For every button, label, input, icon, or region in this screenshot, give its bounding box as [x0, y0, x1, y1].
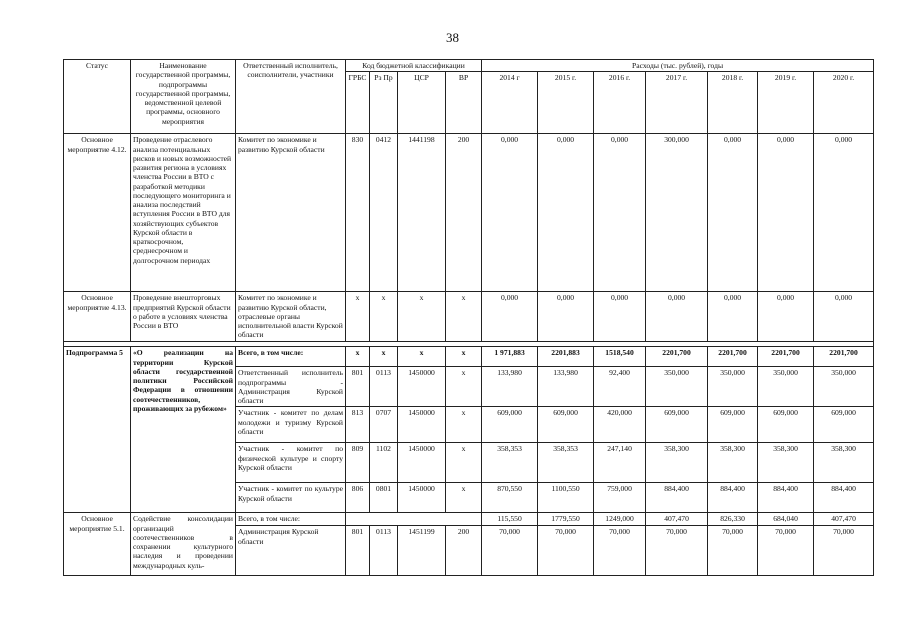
cell-value: 350,000 — [758, 367, 814, 407]
cell-value: 0,000 — [538, 134, 594, 292]
header-csr: ЦСР — [398, 72, 446, 134]
cell-value: 870,550 — [482, 483, 538, 513]
row-name: «О реализации на территории Курской области государственной политики Российской Федерации в отношении соотечественников, проживающих за рубежом» — [131, 347, 236, 513]
row-status: Подпрограмма 5 — [64, 347, 131, 513]
cell-value: 884,400 — [758, 483, 814, 513]
cell-value: 2201,700 — [646, 347, 708, 367]
cell-value: 609,000 — [758, 407, 814, 443]
header-budget-code: Код бюджетной классификации — [346, 60, 482, 72]
cell-value: 133,980 — [482, 367, 538, 407]
cell-value: 300,000 — [646, 134, 708, 292]
cell-value: 0,000 — [814, 292, 874, 342]
cell-value: 70,000 — [758, 526, 814, 576]
cell-value: 2201,883 — [538, 347, 594, 367]
row-responsible: Участник - комитет по культуре Курской области — [236, 483, 346, 513]
cell-value: 759,000 — [594, 483, 646, 513]
cell-value: 70,000 — [814, 526, 874, 576]
cell-value: 609,000 — [482, 407, 538, 443]
table-row — [64, 292, 874, 342]
row-name: Проведение отраслевого анализа потенциальных рисков и новых возможностей развития региона в условиях членства России в ВТО с разработкой методики последующего мониторинга и анализа последствий вступления России в ВТО для хозяйствующих субъектов Курской области в краткосрочном, среднесрочном и долгосрочном периодах — [131, 134, 236, 292]
cell-value: 70,000 — [482, 526, 538, 576]
cell-value: 133,980 — [538, 367, 594, 407]
cell-vr: х — [446, 367, 482, 407]
cell-value: 1 971,883 — [482, 347, 538, 367]
cell-grbs: 806 — [346, 483, 370, 513]
cell-value: 0,000 — [482, 134, 538, 292]
cell-value: 420,000 — [594, 407, 646, 443]
row-name: Содействие консолидации организаций соотечественников в сохранении культурного наследия и проведении международных куль- — [131, 513, 236, 576]
row-name: Проведение внешторговых предприятий Курской области о работе в условиях членства России в ВТО — [131, 292, 236, 342]
cell-value: 884,400 — [708, 483, 758, 513]
cell-value: 1779,550 — [538, 513, 594, 526]
cell-value: 70,000 — [594, 526, 646, 576]
header-rzpr: Рз Пр — [370, 72, 398, 134]
cell-value: 684,040 — [758, 513, 814, 526]
cell-value: 2201,700 — [814, 347, 874, 367]
cell-value: 358,300 — [814, 443, 874, 483]
cell-grbs: 809 — [346, 443, 370, 483]
cell-csr: х — [398, 292, 446, 342]
cell-value: 92,400 — [594, 367, 646, 407]
cell-value: 884,400 — [814, 483, 874, 513]
cell-value: 70,000 — [538, 526, 594, 576]
header-year: 2015 г. — [538, 72, 594, 134]
cell-grbs: 801 — [346, 367, 370, 407]
cell-value: 350,000 — [646, 367, 708, 407]
cell-rzpr: х — [370, 347, 398, 367]
table-row — [64, 513, 874, 526]
cell-csr: 1450000 — [398, 443, 446, 483]
header-vr: ВР — [446, 72, 482, 134]
header-status: Статус — [64, 60, 131, 134]
header-year: 2016 г. — [594, 72, 646, 134]
cell-csr: 1451199 — [398, 526, 446, 576]
cell-grbs: х — [346, 292, 370, 342]
cell-value: 247,140 — [594, 443, 646, 483]
cell-rzpr: 1102 — [370, 443, 398, 483]
cell-grbs: х — [346, 347, 370, 367]
cell-value: 407,470 — [646, 513, 708, 526]
cell-value: 358,300 — [646, 443, 708, 483]
cell-value: 0,000 — [708, 134, 758, 292]
cell-value: 609,000 — [814, 407, 874, 443]
cell-rzpr: х — [370, 292, 398, 342]
cell-value: 884,400 — [646, 483, 708, 513]
cell-csr: 1450000 — [398, 483, 446, 513]
cell-vr: х — [446, 483, 482, 513]
table-row — [64, 347, 874, 367]
cell-value: 358,353 — [482, 443, 538, 483]
row-responsible: Комитет по экономике и развитию Курской области — [236, 134, 346, 292]
row-responsible: Всего, в том числе: — [236, 347, 346, 367]
row-status: Основное мероприятие 5.1. — [64, 513, 131, 576]
cell-grbs: 801 — [346, 526, 370, 576]
cell-grbs: 813 — [346, 407, 370, 443]
cell-value: 358,300 — [758, 443, 814, 483]
cell-vr: х — [446, 292, 482, 342]
cell-value: 1100,550 — [538, 483, 594, 513]
cell-csr: 1450000 — [398, 407, 446, 443]
header-responsible: Ответственный исполнитель, соисполнители, участники — [236, 60, 346, 134]
cell-vr: х — [446, 347, 482, 367]
cell-value: 1249,000 — [594, 513, 646, 526]
cell-rzpr: 0113 — [370, 526, 398, 576]
cell-value: 0,000 — [708, 292, 758, 342]
row-responsible: Всего, в том числе: — [236, 513, 346, 526]
cell-empty-codes — [346, 513, 482, 526]
cell-rzpr: 0801 — [370, 483, 398, 513]
cell-vr: х — [446, 407, 482, 443]
budget-table — [63, 59, 874, 576]
cell-vr: 200 — [446, 526, 482, 576]
header-year: 2020 г. — [814, 72, 874, 134]
cell-csr: 1441198 — [398, 134, 446, 292]
cell-value: 407,470 — [814, 513, 874, 526]
cell-value: 0,000 — [594, 292, 646, 342]
row-responsible: Комитет по экономике и развитию Курской области, отраслевые органы исполнительной власти Курской области — [236, 292, 346, 342]
cell-vr: х — [446, 443, 482, 483]
cell-rzpr: 0113 — [370, 367, 398, 407]
cell-value: 70,000 — [708, 526, 758, 576]
header-year: 2014 г — [482, 72, 538, 134]
cell-value: 609,000 — [708, 407, 758, 443]
cell-value: 826,330 — [708, 513, 758, 526]
cell-value: 0,000 — [646, 292, 708, 342]
header-grbs: ГРБС — [346, 72, 370, 134]
cell-value: 0,000 — [758, 292, 814, 342]
cell-value: 0,000 — [594, 134, 646, 292]
cell-rzpr: 0707 — [370, 407, 398, 443]
cell-value: 70,000 — [646, 526, 708, 576]
cell-csr: х — [398, 347, 446, 367]
row-responsible: Участник - комитет по физической культуре и спорту Курской области — [236, 443, 346, 483]
cell-grbs: 830 — [346, 134, 370, 292]
cell-value: 358,300 — [708, 443, 758, 483]
cell-value: 2201,700 — [708, 347, 758, 367]
cell-csr: 1450000 — [398, 367, 446, 407]
cell-vr: 200 — [446, 134, 482, 292]
header-year: 2019 г. — [758, 72, 814, 134]
cell-value: 609,000 — [646, 407, 708, 443]
row-status: Основное мероприятие 4.12. — [64, 134, 131, 292]
cell-rzpr: 0412 — [370, 134, 398, 292]
cell-value: 1518,540 — [594, 347, 646, 367]
header-year: 2018 г. — [708, 72, 758, 134]
row-responsible: Администрация Курской области — [236, 526, 346, 576]
cell-value: 0,000 — [814, 134, 874, 292]
table-row — [64, 134, 874, 292]
cell-value: 115,550 — [482, 513, 538, 526]
row-status: Основное мероприятие 4.13. — [64, 292, 131, 342]
header-row-1 — [64, 60, 874, 72]
cell-value: 350,000 — [814, 367, 874, 407]
row-responsible: Ответственный исполнитель подпрограммы - Администрация Курской области — [236, 367, 346, 407]
cell-value: 2201,700 — [758, 347, 814, 367]
cell-value: 358,353 — [538, 443, 594, 483]
header-year: 2017 г. — [646, 72, 708, 134]
cell-value: 0,000 — [482, 292, 538, 342]
header-expenses: Расходы (тыс. рублей), годы — [482, 60, 874, 72]
cell-value: 0,000 — [758, 134, 814, 292]
cell-value: 609,000 — [538, 407, 594, 443]
cell-value: 350,000 — [708, 367, 758, 407]
row-responsible: Участник - комитет по делам молодежи и туризму Курской области — [236, 407, 346, 443]
cell-value: 0,000 — [538, 292, 594, 342]
page-number: 38 — [446, 30, 459, 45]
header-name: Наименование государственной программы, подпрограммы государственной программы, ведомственной целевой программы, основного мероприятия — [131, 60, 236, 134]
